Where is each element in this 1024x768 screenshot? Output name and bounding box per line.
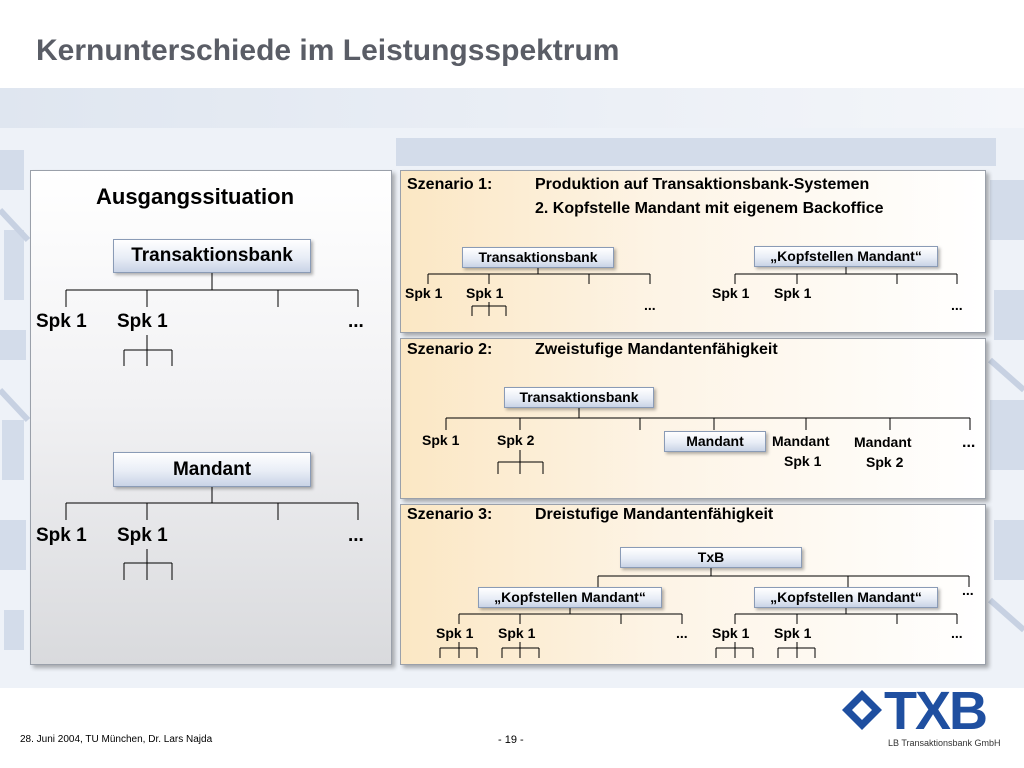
scenario-1-transaktionsbank-box: Transaktionsbank (462, 247, 614, 268)
scenario-3-kopfstellen-box-2: „Kopfstellen Mandant“ (754, 587, 938, 608)
scenario-1-b-node-2: Spk 1 (774, 285, 812, 301)
scenario-2-line-1: Zweistufige Mandantenfähigkeit (535, 341, 778, 358)
left-transaktionsbank-box: Transaktionsbank (113, 239, 311, 273)
left-mandant-box: Mandant (113, 452, 311, 487)
scenario-1-b-node-1: Spk 1 (712, 285, 750, 301)
txb-logo-subtitle: LB Transaktionsbank GmbH (888, 738, 1001, 748)
scenario-2-mandant-spk2-line-2: Spk 2 (866, 454, 904, 470)
scenario-2-mandant-spk1-line-2: Spk 1 (784, 453, 822, 469)
scenario-2-panel (400, 338, 986, 499)
left-top-node-ellipsis: ... (348, 311, 364, 332)
scenario-3-label: Szenario 3: (407, 506, 493, 523)
initial-situation-heading: Ausgangssituation (96, 184, 295, 209)
scenario-2-node-2: Spk 2 (497, 432, 535, 448)
scenario-1-a-node-1: Spk 1 (405, 285, 443, 301)
scenario-1-line-1: Produktion auf Transaktionsbank-Systemen (535, 176, 870, 193)
scenario-3-b-node-2: Spk 1 (774, 625, 812, 641)
scenario-2-transaktionsbank-box: Transaktionsbank (504, 387, 654, 408)
scenario-1-label: Szenario 1: (407, 176, 493, 193)
scenario-1-a-ellipsis: ... (644, 297, 656, 313)
scenario-2-mandant-spk1-line-1: Mandant (772, 433, 830, 449)
scenario-3-top-ellipsis: ... (962, 582, 974, 598)
footer-date-author: 28. Juni 2004, TU München, Dr. Lars Najda (20, 734, 213, 745)
left-top-node-1: Spk 1 (36, 311, 87, 332)
scenario-3-line-1: Dreistufige Mandantenfähigkeit (535, 506, 774, 523)
scenario-2-mandant-box: Mandant (664, 431, 766, 452)
scenario-2-mandant-spk2-line-1: Mandant (854, 434, 912, 450)
scenario-2-ellipsis: ... (962, 434, 976, 451)
txb-logo-text: TXB (884, 681, 986, 741)
scenario-1-line-2: 2. Kopfstelle Mandant mit eigenem Backoffice (535, 200, 884, 217)
left-bottom-node-2: Spk 1 (117, 525, 168, 546)
scenario-2-node-1: Spk 1 (422, 432, 460, 448)
scenario-1-b-ellipsis: ... (951, 297, 963, 313)
scenario-3-kopfstellen-box-1: „Kopfstellen Mandant“ (478, 587, 662, 608)
scenario-3-b-ellipsis: ... (951, 625, 963, 641)
scenario-3-txb-box: TxB (620, 547, 802, 568)
left-bottom-node-1: Spk 1 (36, 525, 87, 546)
scenario-1-kopfstellen-box: „Kopfstellen Mandant“ (754, 246, 938, 267)
scenario-3-panel (400, 504, 986, 665)
slide-title: Kernunterschiede im Leistungsspektrum (36, 34, 620, 67)
scenario-3-a-ellipsis: ... (676, 625, 688, 641)
left-bottom-node-ellipsis: ... (348, 525, 364, 546)
scenario-3-b-node-1: Spk 1 (712, 625, 750, 641)
left-top-node-2: Spk 1 (117, 311, 168, 332)
scenario-3-a-node-1: Spk 1 (436, 625, 474, 641)
txb-logo-mark (840, 688, 886, 732)
scenario-3-a-node-2: Spk 1 (498, 625, 536, 641)
page-number: - 19 - (498, 734, 524, 746)
scenario-1-a-node-2: Spk 1 (466, 285, 504, 301)
scenario-2-label: Szenario 2: (407, 341, 493, 358)
